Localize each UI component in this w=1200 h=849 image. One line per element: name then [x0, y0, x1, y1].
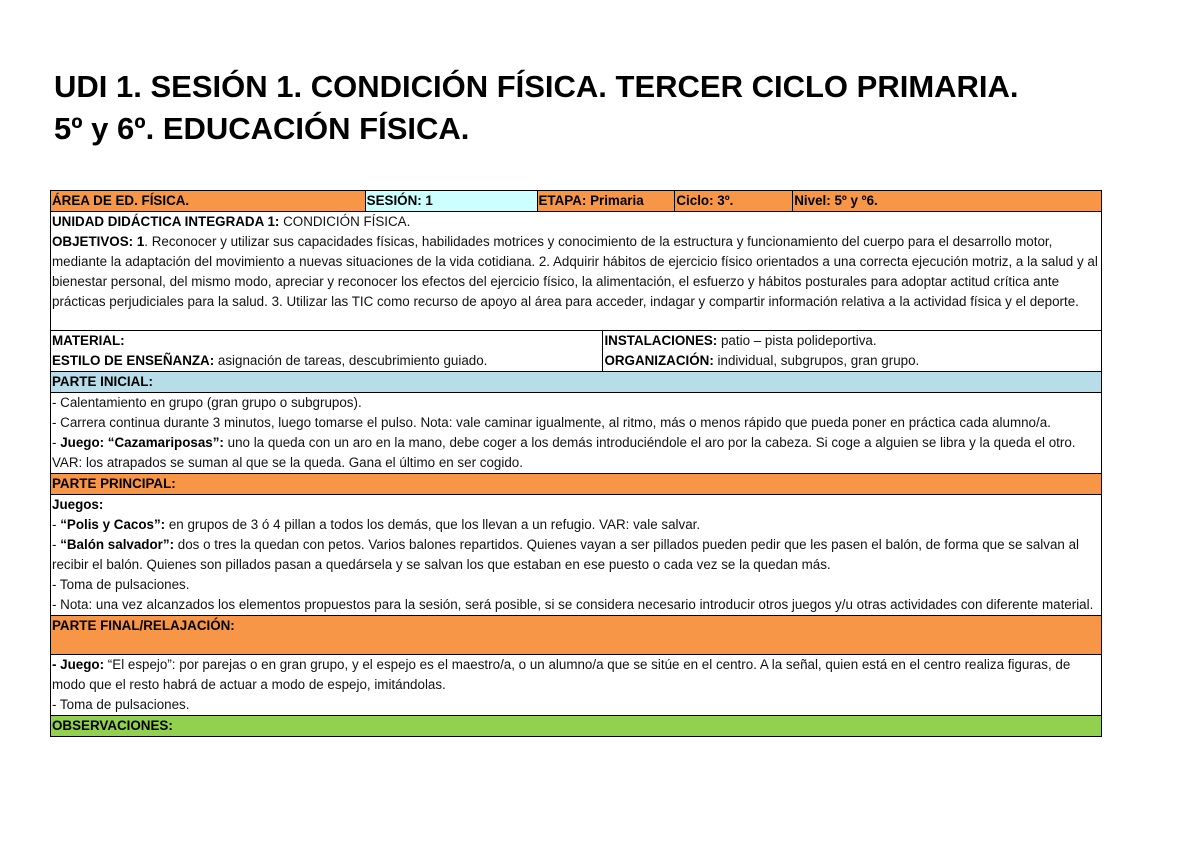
objetivos-text: . Reconocer y utilizar sus capacidades físicas, habilidades motrices y conocimiento de la estructura y funcionamiento del cuerpo para el desarrollo motor, mediante la adaptación del movimiento a nuevas situaciones de la vida cotidiana. 2. Adquirir hábitos de ejercicio físico orientados a una correcta ejecución motriz, a la salud y al bienestar personal, del mismo modo, apreciar y reconocer los efectos del ejercicio físico, la alimentación, el esfuerzo y hábitos posturales para adoptar actitud crítica ante prácticas perjudiciales para la salud. 3. Utilizar las TIC como recurso de apoyo al área para acceder, indagar y compartir información relativa a la actividad física y el deporte.: [52, 234, 1098, 309]
observaciones-header: [51, 716, 1102, 737]
inicial-l1: - Calentamiento en grupo (gran grupo o subgrupos).: [52, 395, 362, 410]
title-line1: UDI 1. SESIÓN 1. CONDICIÓN FÍSICA. TERCER CICLO PRIMARIA.: [54, 69, 1019, 104]
etapa-cell: [537, 191, 675, 212]
organizacion-value: individual, subgrupos, gran grupo.: [713, 353, 920, 368]
estilo-label: ESTILO DE ENSEÑANZA:: [52, 353, 215, 368]
objetivos-label: OBJETIVOS: 1: [52, 234, 145, 249]
final-f1-text: “El espejo”: por parejas o en gran grupo, y el espejo es el maestro/a, o un alumno/a que se sitúe en el centro. A la señal, quien está en el centro realiza figuras, de modo que el resto habrá de actuar a modo de espejo, imitándolas.: [52, 657, 1071, 692]
parte-final-content: [51, 655, 1102, 716]
observaciones-header: OBSERVACIONES:: [52, 718, 173, 733]
area-cell: [51, 191, 366, 212]
ciclo-cell: [675, 191, 793, 212]
nivel-cell: [793, 191, 1102, 212]
principal-p3: - Toma de pulsaciones.: [52, 577, 190, 592]
session-table: [50, 190, 1102, 737]
unidad-value: CONDICIÓN FÍSICA.: [279, 214, 411, 229]
header-etapa: ETAPA: Primaria: [538, 193, 644, 208]
instalaciones-value: patio – pista polideportiva.: [717, 333, 877, 348]
parte-principal-content: Juegos: - “Polis y Cacos”: en grupos de 3 ó 4 pillan a todos los demás, que los llevan a un refugio. VAR: vale salvar. - “Balón salvador”: dos o tres la quedan con petos. Varios balones repartidos. Quienes vayan a ser pillados pueden pedir que les pasen el balón, de forma que se salvan al recibir el balón. Quienes son pillados pasan a quedársela y se salvan los que estaban en ese puesto o cada vez se la quedan más. - Toma de pulsaciones. - Nota: una vez alcanzados los elementos propuestos para la sesión, será posible, si se considera necesario introducir otros juegos y/u otras actividades con diferente material.: [51, 495, 1102, 616]
inicial-l3-text: uno la queda con un aro en la mano, debe coger a los demás introduciéndole el aro por la cabeza. Si coge a alguien se libra y la queda el otro. VAR: los atrapados se suman al que se la queda. Gana el último en ser cogido.: [52, 435, 1076, 470]
estilo-value: asignación de tareas, descubrimiento guiado.: [214, 353, 488, 368]
inicial-l2: - Carrera continua durante 3 minutos, luego tomarse el pulso. Nota: vale caminar igualmente, al ritmo, más o menos rápido que pueda poner en práctica cada alumno/a.: [52, 415, 1051, 430]
instalaciones-organizacion-cell: [603, 331, 1102, 372]
instalaciones-label: INSTALACIONES:: [604, 333, 718, 348]
inicial-header: PARTE INICIAL:: [52, 374, 153, 389]
page-title: [54, 66, 1154, 150]
sesion-cell: [365, 191, 537, 212]
material-estilo-cell: [51, 331, 603, 372]
final-header: PARTE FINAL/RELAJACIÓN:: [52, 618, 235, 633]
header-sesion: SESIÓN: 1: [366, 193, 433, 208]
final-f2: - Toma de pulsaciones.: [52, 697, 190, 712]
title-line2: 5º y 6º. EDUCACIÓN FÍSICA.: [54, 111, 470, 146]
inicial-l3-label: Juego: “Cazamariposas”:: [60, 435, 224, 450]
inicial-l3-pre: -: [52, 435, 61, 450]
principal-p1-text: en grupos de 3 ó 4 pillan a todos los demás, que los llevan a un refugio. VAR: vale salvar.: [165, 517, 701, 532]
unidad-objetivos-cell: [51, 212, 1102, 331]
principal-p4: - Nota: una vez alcanzados los elementos propuestos para la sesión, será posible, si se considera necesario introducir otros juegos y/u otras actividades con diferente material.: [52, 597, 1094, 612]
principal-juegos: Juegos:: [52, 497, 104, 512]
parte-principal-header: [51, 474, 1102, 495]
parte-final-header: [51, 616, 1102, 655]
parte-inicial-content: [51, 393, 1102, 474]
organizacion-label: ORGANIZACIÓN:: [604, 353, 714, 368]
principal-p2-text: dos o tres la quedan con petos. Varios balones repartidos. Quienes vayan a ser pillados pueden pedir que les pasen el balón, de forma que se salvan al recibir el balón. Quienes son pillados pasan a quedársela y se salvan los que estaban en ese puesto o cada vez se la quedan más.: [52, 537, 1079, 572]
header-area: ÁREA DE ED. FÍSICA.: [52, 193, 190, 208]
parte-inicial-header: [51, 372, 1102, 393]
header-ciclo: Ciclo: 3º.: [676, 193, 734, 208]
header-nivel: Nivel: 5º y º6.: [794, 193, 878, 208]
final-f1-label: - Juego:: [52, 657, 105, 672]
unidad-label: UNIDAD DIDÁCTICA INTEGRADA 1:: [52, 214, 280, 229]
principal-p2-label: “Balón salvador”:: [60, 537, 175, 552]
principal-p1-label: “Polis y Cacos”:: [60, 517, 166, 532]
material-label: MATERIAL:: [52, 333, 125, 348]
principal-header: PARTE PRINCIPAL:: [52, 476, 176, 491]
header-row: [51, 191, 1102, 212]
